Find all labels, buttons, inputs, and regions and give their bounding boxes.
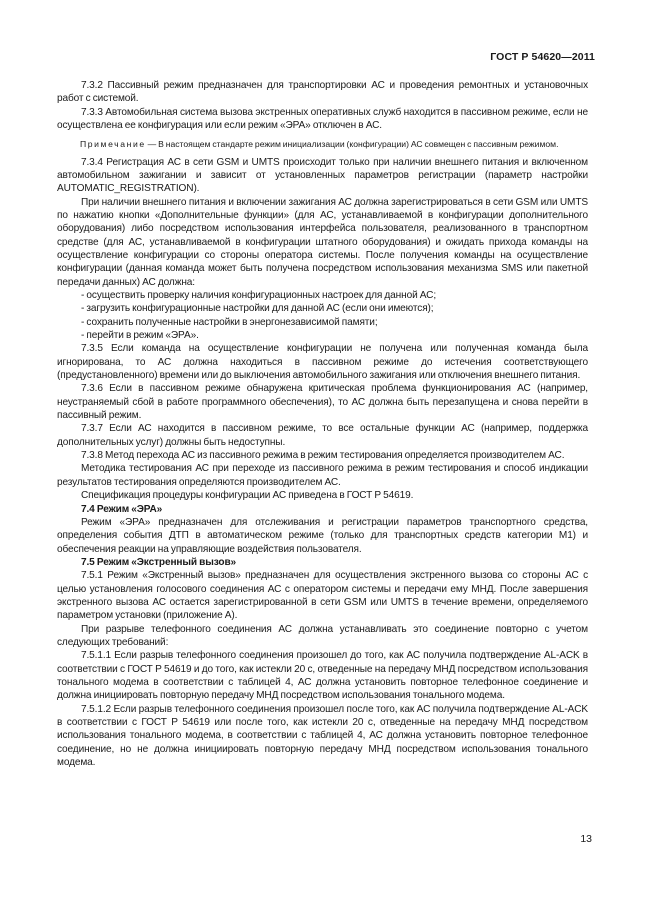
standard-header: ГОСТ Р 54620—2011 [490, 51, 595, 63]
paragraph: Методика тестирования АС при переходе из пассивного режима в режим тестирования и способ индикации результатов тестирования определяются производителем АС. [57, 463, 588, 488]
note-label: Примечание [80, 139, 146, 150]
paragraph: 7.3.8 Метод перехода АС из пассивного режима в режим тестирования определяется производителем АС. [81, 450, 565, 462]
paragraph: 7.3.7 Если АС находится в пассивном режиме, то все остальные функции АС (например, поддержка дополнительных услуг) должны быть недоступны. [57, 423, 588, 448]
paragraph: 7.3.3 Автомобильная система вызова экстренных оперативных служб находится в пассивном режиме, если не осуществлена ее конфигурация или если режим «ЭРА» отключен в АС. [57, 106, 588, 132]
paragraph: При наличии внешнего питания и включении зажигания АС должна зарегистрироваться в сети GSM или UMTS по нажатию кнопки «Дополнительные функции» (для АС, устанавливаемой в конфигурации дополнительного оборудования) либо посредством использования интерфейса пользователя, реализованного в транспортном средстве (для АС, устанавливаемой в конфигурации штатного оборудования) и ожидать прихода команды на осуществление конфигурации со стороны оператора системы. После получения команды на осуществление конфигурации (данная команда может быть получена посредством использования механизма SMS или пакетной передачи данных) АС должна: [57, 196, 588, 288]
document-body [57, 79, 588, 769]
note-text: — В настоящем стандарте режим инициализации (конфигурации) АС совмещен с пассивным режимом. [145, 139, 559, 150]
section-heading: 7.5 Режим «Экстренный вызов» [81, 556, 237, 568]
paragraph: 7.3.6 Если в пассивном режиме обнаружена критическая проблема функционирования АС (например, неустраняемый сбой в работе программного обеспечения), то АС должна быть перезапущена и снова перейти в пассивный режим. [57, 383, 588, 422]
list-item: - сохранить полученные настройки в энергонезависимой памяти; [81, 316, 378, 328]
paragraph: Спецификация процедуры конфигурации АС приведена в ГОСТ Р 54619. [81, 490, 414, 502]
page-number: 13 [580, 833, 592, 845]
paragraph: При разрыве телефонного соединения АС должна устанавливать это соединение повторно с учетом следующих требований: [57, 623, 588, 648]
note-paragraph [57, 138, 588, 150]
paragraph: 7.5.1.2 Если разрыв телефонного соединения произошел после того, как АС получила подтверждение AL-ACK в соответствии с ГОСТ Р 54619 или после того, как истекли 20 с, отведенные на передачу МНД посредством использования тонального модема, в соответствии с таблицей 4, АС должна установить повторное телефонное соединение, но не должна инициировать повторную передачу МНД посредством использования тонального модема. [57, 703, 588, 769]
paragraph: 7.3.5 Если команда на осуществление конфигурации не получена или полученная команда была игнорирована, то АС должна находиться в пассивном режиме до истечения соответствующего (предустановленного) времени или до выключения автомобильного зажигания или отключения внешнего питания. [57, 343, 588, 382]
section-heading: 7.4 Режим «ЭРА» [81, 503, 163, 515]
paragraph: 7.3.4 Регистрация АС в сети GSM и UMTS происходит только при наличии внешнего питания и включенном автомобильном зажигании и зависит от установленных параметров регистрации (параметр настройки AUTOMATIC_REGISTRATION). [57, 156, 588, 195]
list-item: - осуществить проверку наличия конфигурационных настроек для данной АС; [81, 290, 437, 302]
list-item: - перейти в режим «ЭРА». [81, 330, 199, 342]
paragraph: 7.5.1 Режим «Экстренный вызов» предназначен для осуществления экстренного вызова со стороны АС с целью установления голосового соединения АС с оператором системы и передачи ему МНД. После завершения экстренного вызова АС остается зарегистрированной в сети GSM или UMTS в течение времени, определяемого параметром установки (приложение А). [57, 570, 588, 622]
paragraph: 7.5.1.1 Если разрыв телефонного соединения произошел до того, как АС получила подтверждение AL-ACK в соответствии с ГОСТ Р 54619 и до того, как истекли 20 с, отведенные на передачу МНД посредством использования тонального модема в соответствии с таблицей 4, АС должна установить повторное телефонное соединение и должна инициировать повторную передачу МНД посредством использования тонального модема. [57, 650, 588, 702]
list-item: - загрузить конфигурационные настройки для данной АС (если они имеются); [81, 303, 434, 315]
paragraph: Режим «ЭРА» предназначен для отслеживания и регистрации параметров транспортного средства, определения события ДТП в автоматическом режиме (только для транспортных средств категории М1) и обеспечения реакции на управляющие воздействия пользователя. [57, 516, 588, 555]
paragraph: 7.3.2 Пассивный режим предназначен для транспортировки АС и проведения ремонтных и установочных работ с системой. [57, 80, 588, 105]
